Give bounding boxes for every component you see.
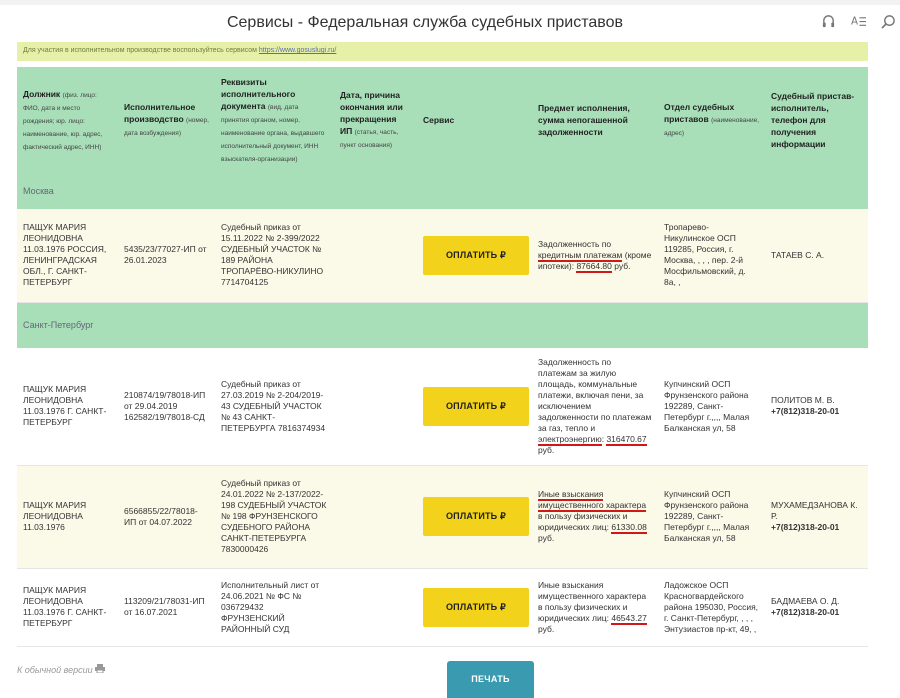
- pay-button[interactable]: ОПЛАТИТЬ ₽: [423, 387, 529, 426]
- proceeding-cell: 210874/19/78018-ИП от 29.04.2019 162582/19/78018-СД: [118, 348, 215, 465]
- header-end: Дата, причина окончания или прекращения ИП (статья, часть, пункт основания): [334, 67, 417, 173]
- debt-amount: 316470.67: [606, 433, 647, 444]
- debtor-cell: ПАЩУК МАРИЯ ЛЕОНИДОВНА 11.03.1976 Г. САНКТ-ПЕТЕРБУРГ: [17, 348, 118, 465]
- proceeding-cell: 113209/21/78031-ИП от 16.07.2021: [118, 568, 215, 646]
- debt-amount: 61330.08: [611, 522, 647, 532]
- debtor-cell: ПАЩУК МАРИЯ ЛЕОНИДОВНА 11.03.1976 Г. САНКТ-ПЕТЕРБУРГ: [17, 568, 118, 646]
- header-document: Реквизиты исполнительного документа (вид, дата принятия органом, номер, наименование органа, выдавшего исполнительный документ, ИНН взыскателя-организации): [215, 67, 334, 173]
- department-cell: Купчинский ОСП Фрунзенского района 192289, Санкт-Петербург г.,,,, Малая Балканская ул, 58: [658, 348, 765, 465]
- header-proceeding: Исполнительное производство (номер, дата возбуждения): [118, 67, 215, 173]
- table-row: [17, 209, 868, 302]
- service-cell: [417, 568, 532, 646]
- proceeding-cell: 6566855/22/78018-ИП от 04.07.2022: [118, 465, 215, 568]
- subject-cell: Задолженность по платежам за жилую площадь, коммунальные платежи, включая пени, за исключением задолженности по платежам за газ, тепло и электроэнергию: 316470.67 руб.: [532, 348, 658, 465]
- region-row-spb: [17, 302, 868, 348]
- department-cell: Тропарево-Никулинское ОСП 119285, Россия, г. Москва, , , , пер. 2-й Мосфильмовский, д. 8а, ,: [658, 209, 765, 302]
- pay-button[interactable]: ОПЛАТИТЬ ₽: [423, 236, 529, 275]
- header-subject: Предмет исполнения, сумма непогашенной задолженности: [532, 67, 658, 173]
- debtor-cell: ПАЩУК МАРИЯ ЛЕОНИДОВНА 11.03.1976: [17, 465, 118, 568]
- top-toolbar: [820, 14, 896, 33]
- notice-text: Для участия в исполнительном производстве воспользуйтесь сервисом: [23, 47, 257, 54]
- document-cell: Судебный приказ от 27.03.2019 № 2-204/2019-43 СУДЕБНЫЙ УЧАСТОК № 43 САНКТ-ПЕТЕРБУРГА 7816374934: [215, 348, 334, 465]
- proceeding-cell: 5435/23/77027-ИП от 26.01.2023: [118, 209, 215, 302]
- end-cell: [334, 465, 417, 568]
- end-cell: [334, 348, 417, 465]
- header-debtor: Должник (физ. лицо: ФИО, дата и место рождения; юр. лицо: наименование, юр. адрес, фактический адрес, ИНН): [17, 67, 118, 173]
- top-strip: [0, 0, 900, 5]
- table-row: [17, 348, 868, 465]
- subject-cell: Иные взыскания имущественного характера в пользу физических и юридических лиц: 61330.08 руб.: [532, 465, 658, 568]
- table-row: [17, 465, 868, 568]
- document-cell: Исполнительный лист от 24.06.2021 № ФС № 036729432 ФРУНЗЕНСКИЙ РАЙОННЫЙ СУД: [215, 568, 334, 646]
- service-cell: [417, 465, 532, 568]
- printer-icon: [95, 665, 105, 675]
- service-cell: [417, 348, 532, 465]
- proceedings-table: [17, 67, 868, 647]
- print-button[interactable]: ПЕЧАТЬ: [447, 661, 534, 698]
- region-name: Санкт-Петербург: [17, 302, 868, 348]
- notice-banner: [17, 42, 868, 61]
- svg-text:A: A: [850, 15, 858, 28]
- header-department: Отдел судебных приставов (наименование, адрес): [658, 67, 765, 173]
- table-row: [17, 568, 868, 646]
- bailiff-cell: МУХАМЕДЗАНОВА К. Р. +7(812)318-20-01: [765, 465, 868, 568]
- region-name: Москва: [17, 173, 868, 209]
- document-cell: Судебный приказ от 15.11.2022 № 2-399/2022 СУДЕБНЫЙ УЧАСТОК № 189 РАЙОНА ТРОПАРЁВО-НИКУЛИНО 7714704125: [215, 209, 334, 302]
- end-cell: [334, 209, 417, 302]
- end-cell: [334, 568, 417, 646]
- search-icon[interactable]: [880, 14, 896, 33]
- bailiff-cell: БАДМАЕВА О. Д. +7(812)318-20-01: [765, 568, 868, 646]
- region-row-moscow: [17, 173, 868, 209]
- header-service: Сервис: [417, 67, 532, 173]
- debtor-cell: ПАЩУК МАРИЯ ЛЕОНИДОВНА 11.03.1976 РОССИЯ, ЛЕНИНГРАДСКАЯ ОБЛ., Г. САНКТ-ПЕТЕРБУРГ: [17, 209, 118, 302]
- department-cell: Ладожское ОСП Красногвардейского района 195030, Россия, г. Санкт-Петербург, , , , Энтузиастов пр-кт, 49, ,: [658, 568, 765, 646]
- back-to-normal-version-link[interactable]: К обычной версии: [17, 664, 105, 675]
- gosuslugi-link[interactable]: https://www.gosuslugi.ru/: [258, 47, 337, 54]
- page-title: Сервисы - Федеральная служба судебных приставов: [226, 14, 624, 31]
- pay-button[interactable]: ОПЛАТИТЬ ₽: [423, 588, 529, 627]
- headset-icon[interactable]: [820, 14, 836, 33]
- pay-button[interactable]: ОПЛАТИТЬ ₽: [423, 497, 529, 536]
- subject-cell: Задолженность по кредитным платежам (кроме ипотеки): 87664.80 руб.: [532, 209, 658, 302]
- debt-amount: 46543.27: [611, 612, 647, 623]
- subject-cell: Иные взыскания имущественного характера в пользу физических и юридических лиц: 46543.27 руб.: [532, 568, 658, 646]
- header-bailiff: Судебный пристав-исполнитель, телефон для получения информации: [765, 67, 868, 173]
- debt-amount: 87664.80: [576, 260, 612, 271]
- table-header: [17, 67, 868, 173]
- department-cell: Купчинский ОСП Фрунзенского района 192289, Санкт-Петербург г.,,,, Малая Балканская ул, 58: [658, 465, 765, 568]
- text-size-icon[interactable]: [850, 14, 866, 33]
- bailiff-cell: ПОЛИТОВ М. В. +7(812)318-20-01: [765, 348, 868, 465]
- service-cell: [417, 209, 532, 302]
- bailiff-cell: ТАТАЕВ С. А.: [765, 209, 868, 302]
- document-cell: Судебный приказ от 24.01.2022 № 2-137/2022-198 СУДЕБНЫЙ УЧАСТОК № 198 ФРУНЗЕНСКОГО СУДЕБНОГО РАЙОНА САНКТ-ПЕТЕРБУРГА 7830000426: [215, 465, 334, 568]
